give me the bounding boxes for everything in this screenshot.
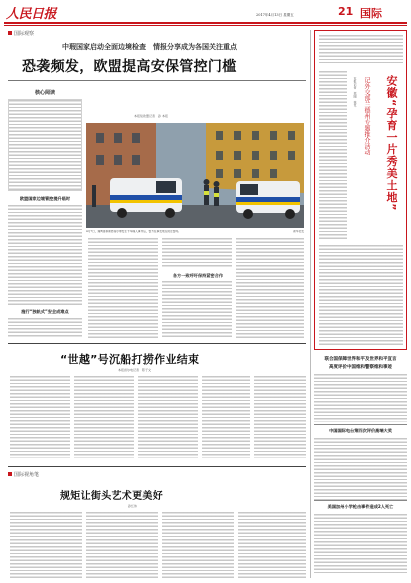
masthead-rule-thin: [4, 25, 407, 26]
page-number: 21: [338, 5, 354, 18]
column-tag-marker: [8, 472, 12, 476]
anhui-text-bottom: [319, 245, 403, 345]
story-body-col-2: [162, 238, 232, 268]
anhui-title: 安徽“孕育一片秀美土地”: [385, 75, 398, 212]
subhead-border-control: 欧盟国家边境管控提升临时: [19, 196, 71, 201]
headline-rule: [8, 80, 306, 81]
side-brief-1-text: [314, 374, 407, 422]
side-brief-2-text: [314, 438, 407, 500]
anhui-vertical-subtitle: 记外交部兰德州专题推介活动: [363, 77, 370, 155]
subhead-cooperation: 各方一致呼吁保持紧密合作: [172, 273, 224, 278]
side-brief-2: [314, 428, 407, 500]
story-body-col-2b: [162, 281, 232, 338]
top-story-headline: 恐袭频发，欧盟提高安保管控门槛: [22, 59, 237, 75]
feature-col-1: [10, 376, 70, 458]
side-brief-1-subtitle: 高度评价中国维和警察维和事迹: [329, 365, 392, 370]
subhead-core-reading: 核心阅读: [34, 90, 55, 96]
column-byline: 孙红伟: [128, 504, 138, 508]
side-brief-3-title: 美国加州小学枪击事件造成2人死亡: [327, 504, 394, 509]
left-column: [8, 85, 82, 340]
side-brief-3: [314, 504, 407, 574]
logo-text: 人民日报: [6, 7, 57, 21]
issue-date: 2017年4月13日 星期五: [256, 13, 294, 17]
police-van-left: [110, 178, 182, 218]
photo-caption: 4月7日，瑞典首都斯德哥尔摩发生卡车撞人事件后，警方在事发地点附近警戒。 新华社发: [86, 230, 304, 233]
masthead-rule: [4, 22, 407, 24]
side-divider-1: [314, 424, 407, 425]
rail-security-text: [8, 318, 82, 338]
top-story-tag: 国际观察: [8, 30, 58, 36]
core-reading-text: [8, 99, 82, 191]
photo-credit: 新华社发: [293, 230, 304, 233]
stockholm-police-scene-image: [86, 123, 304, 228]
story-body-col-3: [236, 238, 304, 338]
news-photo: [86, 123, 304, 228]
side-brief-3-text: [314, 514, 407, 574]
border-control-text: [8, 205, 82, 305]
feature-col-5: [254, 376, 306, 458]
feature-byline: 本报首尔电记者 陈子文: [118, 368, 152, 372]
section-divider-2: [8, 466, 306, 467]
tag-marker: [8, 31, 12, 35]
right-column-divider: [310, 30, 311, 578]
newspaper-logo: [6, 3, 62, 21]
side-brief-2-title: 中国国际电台第四次评价高端大奖: [329, 428, 392, 433]
column-col-1: [10, 512, 82, 578]
column-col-3: [162, 512, 234, 578]
anhui-text-left: [319, 71, 347, 241]
column-headline: 规矩让街头艺术更美好: [60, 491, 163, 502]
section-name: 国际: [360, 7, 382, 20]
side-brief-1-title: 联合国保障世界和平及世界和平宣言: [324, 357, 397, 362]
feature-col-2: [74, 376, 134, 458]
feature-headline: “世越”号沉船打捞作业结束: [60, 353, 200, 366]
story-body-col-1: [88, 238, 158, 338]
subhead-rail-security: 施行“独轨式”安全成难点: [21, 309, 69, 314]
section-divider-1: [8, 343, 306, 344]
anhui-feature-box: [314, 30, 407, 350]
top-story-byline: 本报驻欧盟记者 孙 本报: [134, 114, 168, 118]
column-col-4: [238, 512, 306, 578]
column-col-2: [86, 512, 158, 578]
anhui-byline: 本报记者 郑刚 徐耳: [353, 77, 357, 107]
top-story-subhead: 中瑕国家启动全面边境检查 情报分享成为各国关注重点: [62, 43, 237, 51]
anhui-text-top: [319, 35, 403, 63]
side-divider-2: [314, 500, 407, 501]
column-tag: 国际视角笔: [8, 471, 68, 477]
side-brief-1: [314, 356, 407, 422]
feature-col-4: [202, 376, 250, 458]
feature-col-3: [138, 376, 198, 458]
